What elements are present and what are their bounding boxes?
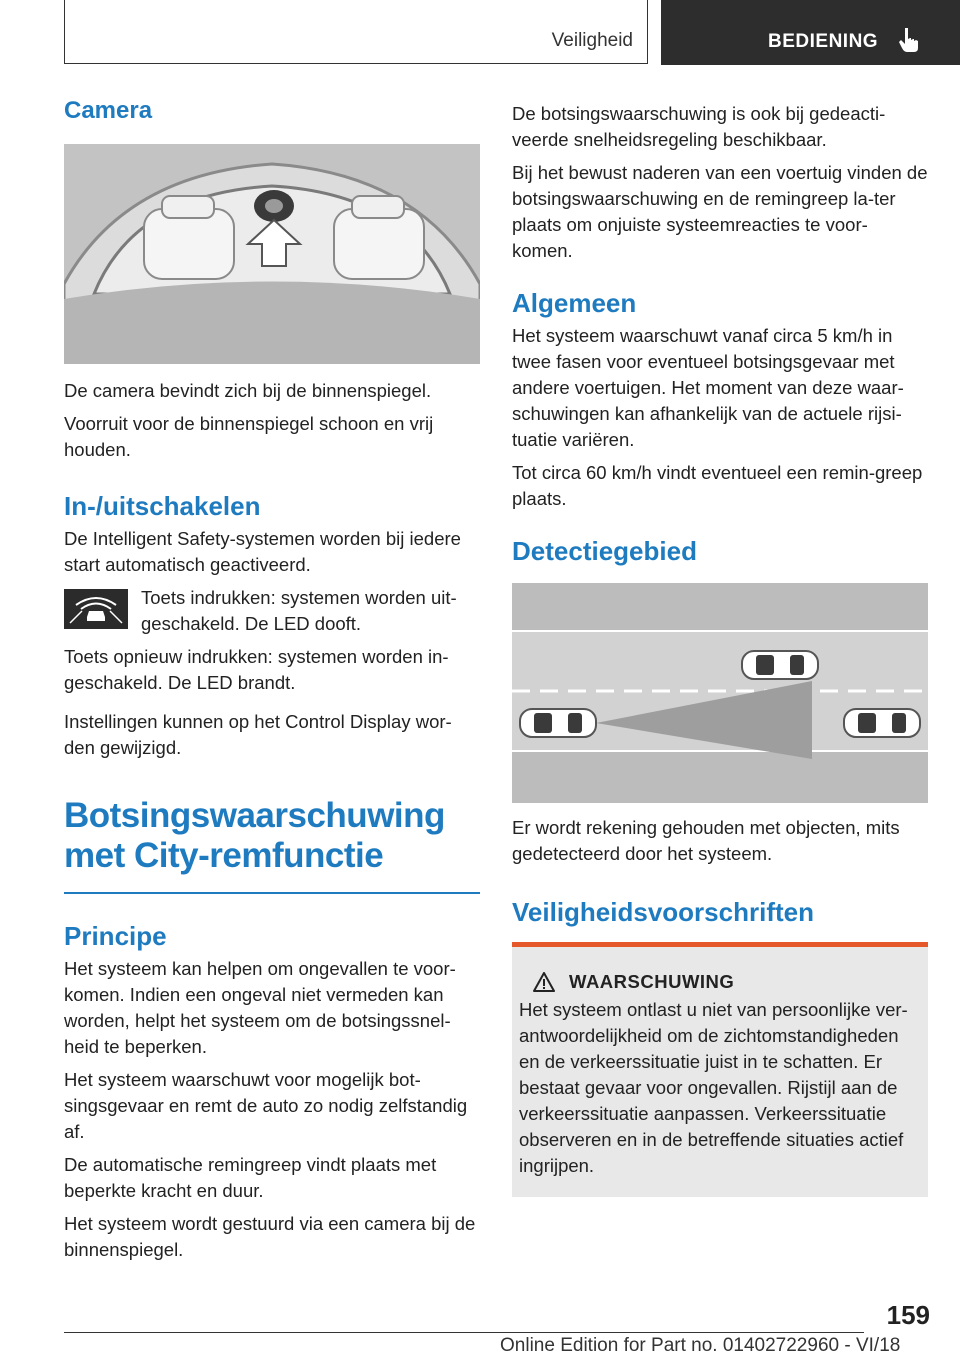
- header-chapter-tab: [661, 0, 960, 65]
- car-interior-illustration: [64, 144, 480, 364]
- collision-warning-button-icon: [64, 589, 128, 629]
- veiligheidsvoorschriften-heading: Veiligheidsvoorschriften: [512, 897, 814, 927]
- inuit-paragraph-1: De Intelligent Safety-systemen worden bij iedere start automatisch geactiveerd.: [64, 528, 461, 575]
- detectie-paragraph-1: Er wordt rekening gehouden met objecten, mits gedetecteerd door het systeem.: [512, 817, 900, 864]
- inuit-paragraph-2: Toets opnieuw indrukken: systemen worden in-geschakeld. De LED brandt.: [64, 646, 449, 693]
- detectiegebied-heading: Detectiegebied: [512, 536, 697, 566]
- right-column: [512, 101, 928, 1197]
- footer-rule: [64, 1332, 864, 1333]
- detection-area-illustration: [512, 583, 928, 803]
- camera-paragraph-2: Voorruit voor de binnenspiegel schoon en vrij houden.: [64, 413, 434, 460]
- warning-box: [512, 942, 928, 1197]
- principe-paragraph-4: Het systeem wordt gestuurd via een camera bij de binnenspiegel.: [64, 1213, 476, 1260]
- inuitschakelen-heading: In-/uitschakelen: [64, 491, 261, 521]
- algemeen-heading: Algemeen: [512, 288, 637, 318]
- chapter-heading: [64, 796, 480, 876]
- warning-title: WAARSCHUWING: [569, 971, 735, 992]
- footer-edition: Online Edition for Part no. 01402722960 - VI/18: [500, 1335, 901, 1356]
- inuit-paragraph-3: Instellingen kunnen op het Control Display wor-den gewijzigd.: [64, 711, 452, 758]
- hand-pointer-icon: [897, 26, 921, 54]
- detection-area-figure: [512, 583, 928, 803]
- button-instruction-row: [64, 585, 480, 637]
- camera-heading: Camera: [64, 97, 153, 124]
- principe-paragraph-3: De automatische remingreep vindt plaats met beperkte kracht en duur.: [64, 1154, 437, 1201]
- header-chapter-label: BEDIENING: [768, 31, 879, 52]
- left-column: [64, 96, 480, 1270]
- camera-paragraph-1: De camera bevindt zich bij de binnenspiegel.: [64, 380, 432, 401]
- principe-paragraph-2: Het systeem waarschuwt voor mogelijk bot-singsgevaar en remt de auto zo nodig zelfstandig af.: [64, 1069, 468, 1142]
- button-instruction-text: Toets indrukken: systemen worden uit-geschakeld. De LED dooft.: [141, 587, 457, 634]
- right-paragraph-1: De botsingswaarschuwing is ook bij gedeacti-veerde snelheidsregeling beschikbaar.: [512, 103, 886, 150]
- warning-triangle-icon: [533, 972, 555, 992]
- page-header: [0, 0, 960, 66]
- warning-text: Het systeem ontlast u niet van persoonlijke ver-antwoordelijkheid om de zichtomstandigheden en de verkeerssituatie juist in te schatten. Er bestaat gevaar voor ongevallen. Rijstijl aan de verkeerssituatie aanpassen. Verkeerssituatie observeren en in de betreffende situaties actief ingrijpen.: [519, 999, 908, 1176]
- page-number: 159: [886, 1300, 930, 1330]
- algemeen-paragraph-2: Tot circa 60 km/h vindt eventueel een remin-greep plaats.: [512, 462, 923, 509]
- right-paragraph-2: Bij het bewust naderen van een voertuig vinden de botsingswaarschuwing en de remingreep la-ter plaats om onjuiste systeemreacties te voor-komen.: [512, 162, 928, 261]
- warning-title-row: [519, 971, 921, 993]
- principe-heading: Principe: [64, 921, 167, 951]
- algemeen-paragraph-1: Het systeem waarschuwt vanaf circa 5 km/h in twee fasen voor eventueel botsingsgevaar met andere voertuigen. Het moment van deze waar-schuwingen kan afhankelijk van de actuele rijsi-tuatie variëren.: [512, 325, 904, 450]
- camera-location-figure: [64, 144, 480, 364]
- chapter-heading-line-1: Botsingswaarschuwing: [64, 796, 445, 835]
- chapter-heading-line-2: met City-remfunctie: [64, 836, 384, 875]
- header-section-box: [64, 0, 648, 64]
- header-section-title: Veiligheid: [551, 30, 633, 51]
- principe-paragraph-1: Het systeem kan helpen om ongevallen te voor-komen. Indien een ongeval niet vermeden kan worden, helpt het systeem om de botsingssnel-heid te beperken.: [64, 958, 456, 1057]
